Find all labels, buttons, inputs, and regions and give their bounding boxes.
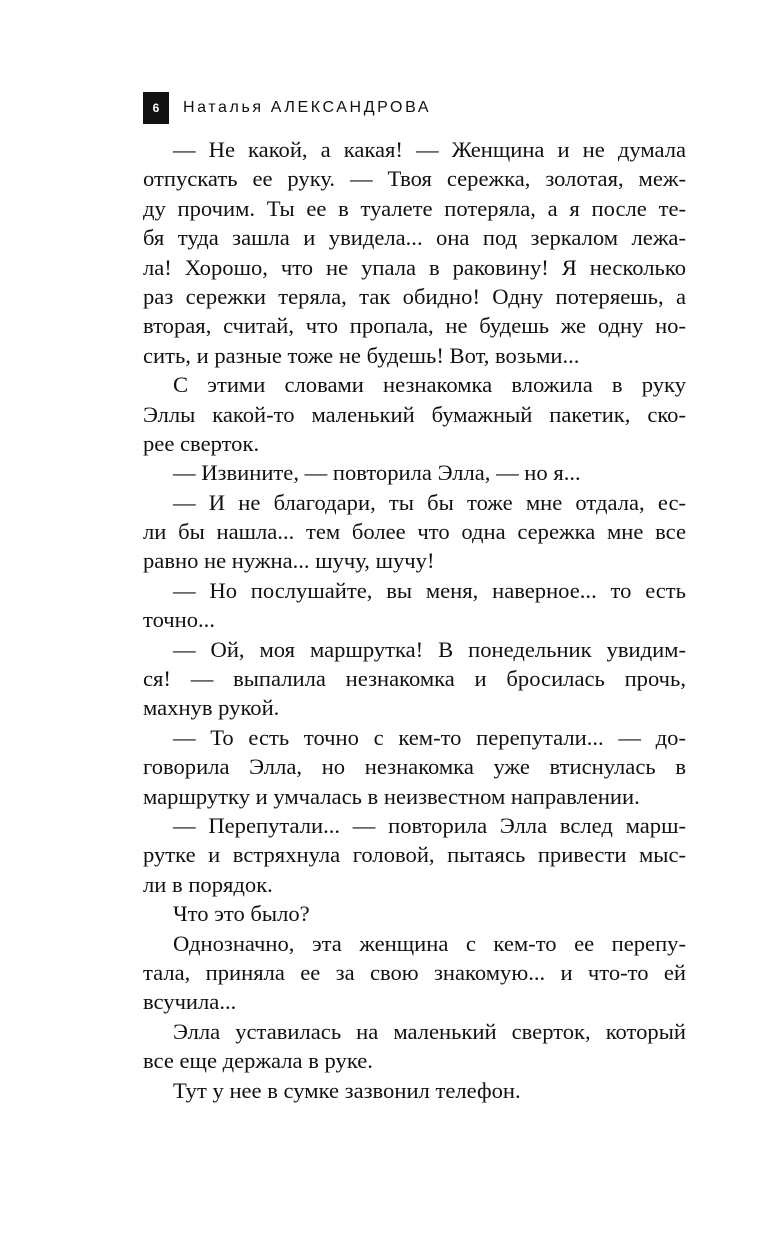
page-header: [143, 92, 431, 124]
text-line: — И не благодари, ты бы тоже мне отдала, ес-: [173, 489, 686, 515]
text-line: всучила...: [143, 989, 237, 1015]
text-line: махнув рукой.: [143, 695, 280, 721]
text-line: бя туда зашла и увидела... она под зеркалом лежа-: [143, 225, 686, 251]
text-line: отпускать ее руку. — Твоя сережка, золотая, меж-: [143, 166, 686, 192]
text-line: говорила Элла, но незнакомка уже втиснулась в: [143, 754, 686, 780]
text-line: Эллы какой-то маленький бумажный пакетик, ско-: [143, 401, 686, 427]
text-line: ли в порядок.: [143, 871, 273, 897]
text-line: С этими словами незнакомка вложила в руку: [173, 372, 686, 398]
text-line: — То есть точно с кем-то перепутали... — до-: [173, 724, 686, 750]
text-line: ся! — выпалила незнакомка и бросилась прочь,: [143, 666, 686, 692]
text-line: точно...: [143, 607, 215, 633]
text-line: равно не нужна... шучу, шучу!: [143, 548, 435, 574]
running-head: Наталья АЛЕКСАНДРОВА: [183, 99, 432, 116]
text-line: — Но послушайте, вы меня, наверное... то есть: [173, 577, 686, 603]
text-line: все еще держала в руке.: [143, 1048, 373, 1074]
text-line: — Перепутали... — повторила Элла вслед марш-: [173, 812, 686, 838]
text-line: маршрутку и умчалась в неизвестном направлении.: [143, 783, 640, 809]
text-line: рутке и встряхнула головой, пытаясь привести мыс-: [143, 842, 686, 868]
text-line: ли бы нашла... тем более что одна сережка мне все: [143, 519, 686, 545]
text-line: раз сережки теряла, так обидно! Одну потеряешь, а: [143, 283, 686, 309]
text-line: сить, и разные тоже не будешь! Вот, возьми...: [143, 342, 580, 368]
text-line: ла! Хорошо, что не упала в раковину! Я несколько: [143, 254, 686, 280]
page-number: 6: [143, 92, 169, 124]
text-line: ду прочим. Ты ее в туалете потеряла, а я после те-: [143, 195, 686, 221]
text-line: Что это было?: [173, 901, 310, 927]
text-line: тала, приняла ее за свою знакомую... и что-то ей: [143, 959, 686, 985]
text-line: — Ой, моя маршрутка! В понедельник увидим-: [173, 636, 686, 662]
text-line: — Извините, — повторила Элла, — но я...: [173, 460, 581, 486]
text-line: — Не какой, а какая! — Женщина и не думала: [173, 137, 686, 162]
text-line: Тут у нее в сумке зазвонил телефон.: [173, 1077, 521, 1103]
text-line: рее сверток.: [143, 430, 260, 456]
body-text: [143, 135, 686, 1105]
text-line: Элла уставилась на маленький сверток, который: [173, 1018, 686, 1044]
text-line: Однозначно, эта женщина с кем-то ее перепу-: [173, 930, 686, 956]
text-line: вторая, считай, что пропала, не будешь же одну но-: [143, 313, 686, 339]
